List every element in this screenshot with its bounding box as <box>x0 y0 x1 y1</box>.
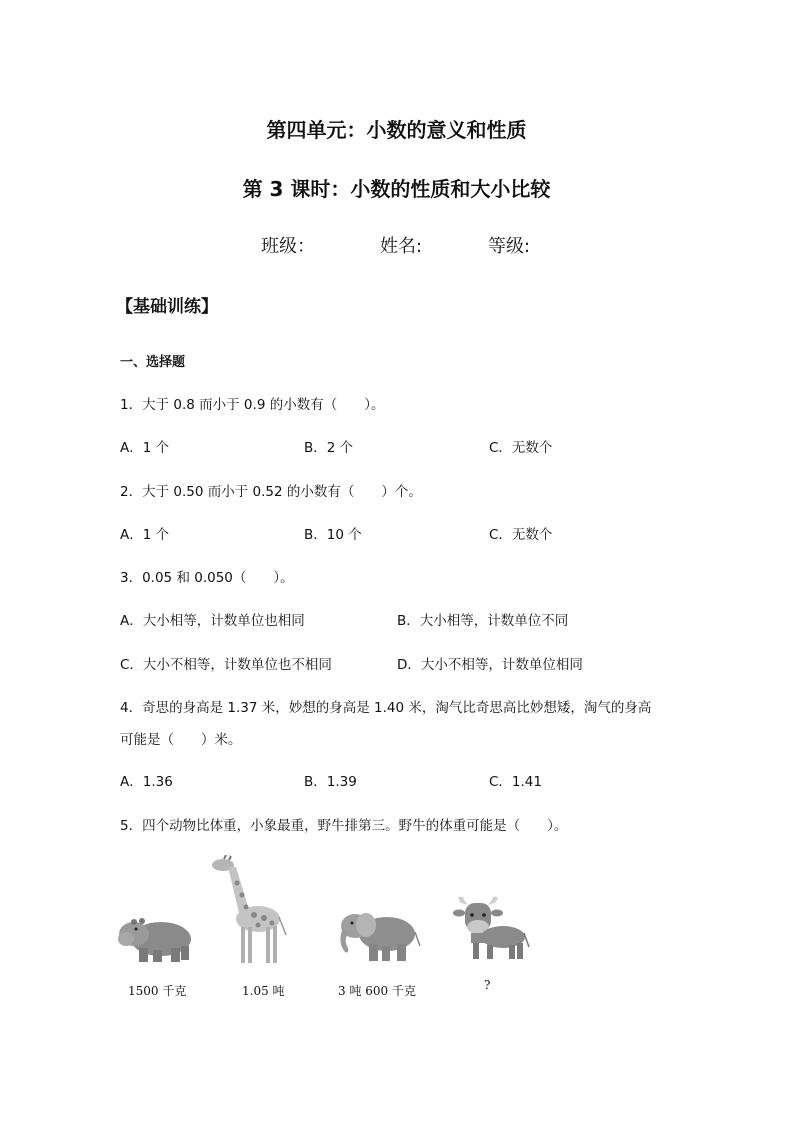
q4-option-c: C．1.41 <box>489 774 542 790</box>
q2-option-b: B．10 个 <box>304 527 362 543</box>
giraffe-icon <box>210 855 292 965</box>
lesson-title: 第 3 课时：小数的性质和大小比较 <box>242 177 551 201</box>
class-label: 班级： <box>261 236 315 257</box>
q4-option-b: B．1.39 <box>304 774 357 790</box>
q1-option-b: B．2 个 <box>304 440 354 456</box>
bull-caption: ? <box>484 978 491 992</box>
elephant-caption: 3 吨 600 千克 <box>338 984 416 998</box>
elephant-icon <box>335 908 421 964</box>
q4-option-a: A．1.36 <box>120 774 173 790</box>
name-label: 姓名: <box>380 236 423 257</box>
q2-option-c: C．无数个 <box>489 527 553 543</box>
section-title: 【基础训练】 <box>116 297 218 317</box>
question-2: 2．大于 0.50 而小于 0.52 的小数有（ ）个。 <box>120 484 422 500</box>
grade-label: 等级: <box>488 236 531 257</box>
hippo-icon <box>117 912 195 964</box>
hippo-caption: 1500 千克 <box>128 984 187 998</box>
sub-section-title: 一、选择题 <box>120 355 186 370</box>
q1-option-a: A．1 个 <box>120 440 170 456</box>
question-1: 1．大于 0.8 而小于 0.9 的小数有（ ）。 <box>120 397 385 413</box>
q3-option-a: A．大小相等，计数单位也相同 <box>120 613 305 629</box>
q3-option-c: C．大小不相等，计数单位也不相同 <box>120 657 332 673</box>
question-4-line-1: 4．奇思的身高是 1.37 米，妙想的身高是 1.40 米，淘气比奇思高比妙想矮，淘气的身高 <box>120 700 652 716</box>
q3-option-b: B．大小相等，计数单位不同 <box>397 613 569 629</box>
q2-option-a: A．1 个 <box>120 527 170 543</box>
bull-icon <box>451 893 531 963</box>
question-5: 5．四个动物比体重，小象最重，野牛排第三。野牛的体重可能是（ ）。 <box>120 818 568 834</box>
question-3: 3．0.05 和 0.050（ ）。 <box>120 570 294 586</box>
q3-option-d: D．大小不相等，计数单位相同 <box>397 657 583 673</box>
question-4-line-2: 可能是（ ）米。 <box>120 732 242 748</box>
q1-option-c: C．无数个 <box>489 440 553 456</box>
giraffe-caption: 1.05 吨 <box>242 984 285 998</box>
unit-title: 第四单元：小数的意义和性质 <box>266 118 527 142</box>
